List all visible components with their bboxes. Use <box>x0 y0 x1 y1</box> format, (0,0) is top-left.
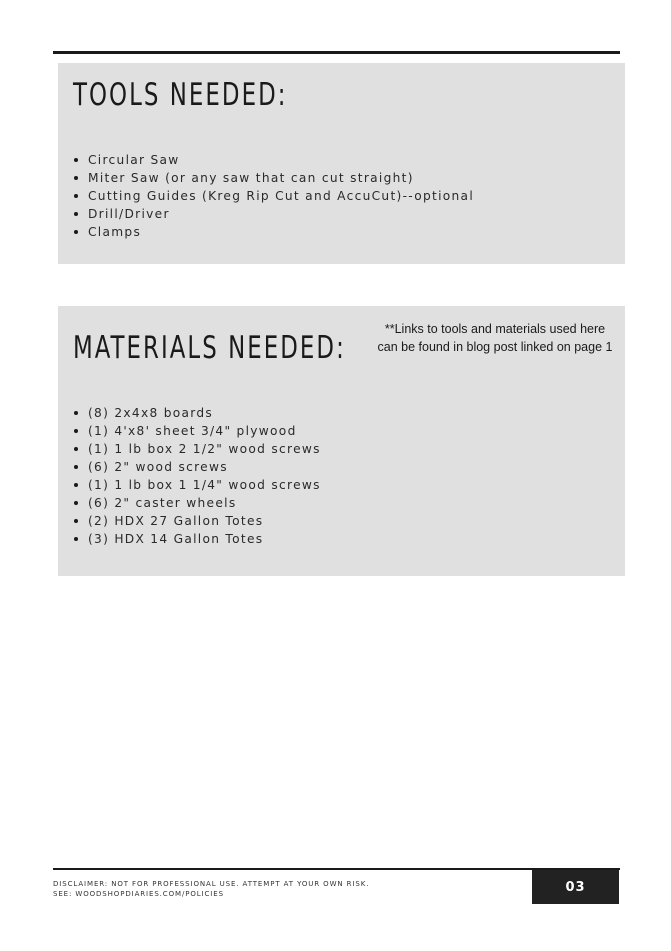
list-item: (2) HDX 27 Gallon Totes <box>73 512 321 530</box>
top-divider <box>53 51 620 54</box>
links-note-line: **Links to tools and materials used here <box>384 322 606 336</box>
list-item: Clamps <box>73 223 474 241</box>
list-item: (1) 1 lb box 1 1/4" wood screws <box>73 476 321 494</box>
disclaimer-line: SEE: WOODSHOPDIARIES.COM/POLICIES <box>53 890 224 898</box>
list-item: (6) 2" wood screws <box>73 458 321 476</box>
tools-list <box>73 151 474 241</box>
footer-disclaimer <box>53 879 369 899</box>
list-item: Circular Saw <box>73 151 474 169</box>
tools-heading: TOOLS NEEDED: <box>73 77 288 113</box>
list-item: Miter Saw (or any saw that can cut straight) <box>73 169 474 187</box>
materials-heading: MATERIALS NEEDED: <box>73 330 346 366</box>
list-item: Cutting Guides (Kreg Rip Cut and AccuCut)--optional <box>73 187 474 205</box>
list-item: (3) HDX 14 Gallon Totes <box>73 530 321 548</box>
list-item: Drill/Driver <box>73 205 474 223</box>
disclaimer-line: DISCLAIMER: NOT FOR PROFESSIONAL USE. ATTEMPT AT YOUR OWN RISK. <box>53 880 370 888</box>
tools-needed-panel <box>58 63 625 264</box>
list-item: (1) 4'x8' sheet 3/4" plywood <box>73 422 321 440</box>
links-note-line: can be found in blog post linked on page 1 <box>377 340 613 354</box>
materials-needed-panel <box>58 306 625 576</box>
links-note <box>370 320 620 356</box>
materials-list <box>73 404 321 548</box>
page-number-badge <box>532 870 619 904</box>
list-item: (1) 1 lb box 2 1/2" wood screws <box>73 440 321 458</box>
page-number: 03 <box>565 879 586 895</box>
list-item: (6) 2" caster wheels <box>73 494 321 512</box>
list-item: (8) 2x4x8 boards <box>73 404 321 422</box>
